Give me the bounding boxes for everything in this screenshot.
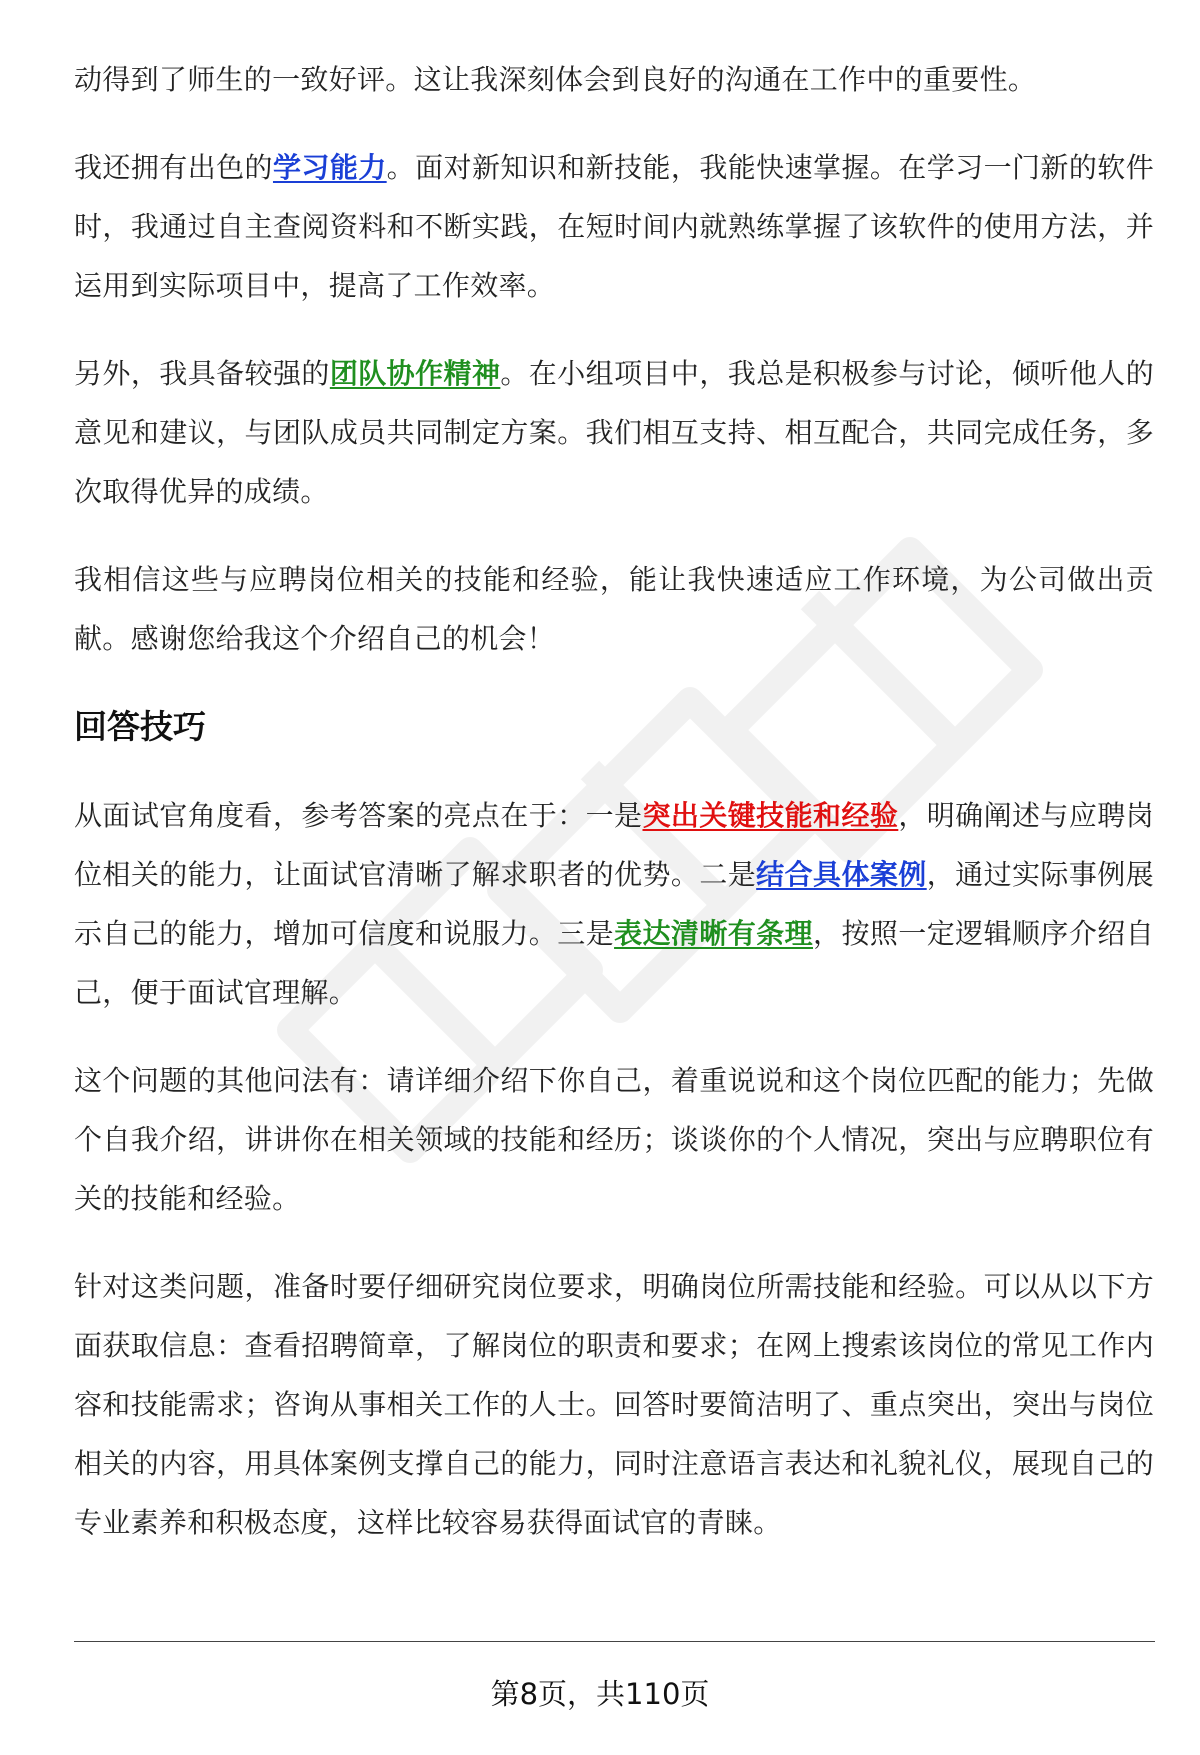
document-page bbox=[74, 50, 1154, 1581]
tips-paragraphs bbox=[74, 786, 1154, 1581]
highlighted-keyword: 结合具体案例 bbox=[756, 858, 927, 891]
paragraph-text: 从面试官角度看，参考答案的亮点在于：一是 bbox=[74, 799, 643, 832]
paragraph-text: 我还拥有出色的 bbox=[74, 151, 273, 184]
highlighted-keyword: 表达清晰有条理 bbox=[614, 917, 814, 950]
paragraph bbox=[74, 1051, 1154, 1228]
paragraph-text: 。面对新知识和新技能，我能快速掌握。在学习一门新的软件时，我通过自主查阅资料和不断实践，在短时间内就熟练掌握了该软件的使用方法，并运用到实际项目中，提高了工作效率。 bbox=[74, 151, 1154, 302]
paragraph bbox=[74, 344, 1154, 521]
paragraph-text: 我相信这些与应聘岗位相关的技能和经验，能让我快速适应工作环境，为公司做出贡献。感谢您给我这个介绍自己的机会！ bbox=[74, 563, 1154, 655]
paragraph bbox=[74, 786, 1154, 1022]
highlighted-keyword: 突出关键技能和经验 bbox=[642, 799, 899, 832]
page-number: 第8页，共110页 bbox=[490, 1677, 710, 1711]
body-paragraphs bbox=[74, 50, 1154, 697]
paragraph bbox=[74, 50, 1154, 109]
paragraph bbox=[74, 138, 1154, 315]
paragraph bbox=[74, 1257, 1154, 1552]
highlighted-keyword: 学习能力 bbox=[272, 151, 387, 184]
paragraph bbox=[74, 550, 1154, 668]
paragraph-text: 针对这类问题，准备时要仔细研究岗位要求，明确岗位所需技能和经验。可以从以下方面获取信息：查看招聘简章，了解岗位的职责和要求；在网上搜索该岗位的常见工作内容和技能需求；咨询从事相关工作的人士。回答时要简洁明了、重点突出，突出与岗位相关的内容，用具体案例支撑自己的能力，同时注意语言表达和礼貌礼仪，展现自己的专业素养和积极态度，这样比较容易获得面试官的青睐。 bbox=[74, 1270, 1154, 1539]
paragraph-text: ，通过实际事例展示自己的能力，增加可信度和说服力。三是 bbox=[74, 858, 1154, 950]
section-title: 回答技巧 bbox=[74, 707, 206, 746]
paragraph-text: ，明确阐述与应聘岗位相关的能力，让面试官清晰了解求职者的优势。二是 bbox=[74, 799, 1155, 891]
highlighted-keyword: 团队协作精神 bbox=[329, 357, 501, 390]
paragraph-text: 动得到了师生的一致好评。这让我深刻体会到良好的沟通在工作中的重要性。 bbox=[74, 63, 1037, 96]
footer-divider bbox=[74, 1641, 1155, 1642]
paragraph-text: 这个问题的其他问法有：请详细介绍下你自己，着重说说和这个岗位匹配的能力；先做个自我介绍，讲讲你在相关领域的技能和经历；谈谈你的个人情况，突出与应聘职位有关的技能和经验。 bbox=[74, 1064, 1154, 1215]
paragraph-text: 。在小组项目中，我总是积极参与讨论，倾听他人的意见和建议，与团队成员共同制定方案。我们相互支持、相互配合，共同完成任务，多次取得优异的成绩。 bbox=[74, 357, 1154, 508]
paragraph-text: 另外，我具备较强的 bbox=[74, 357, 330, 390]
paragraph-text: ，按照一定逻辑顺序介绍自己，便于面试官理解。 bbox=[74, 917, 1154, 1009]
